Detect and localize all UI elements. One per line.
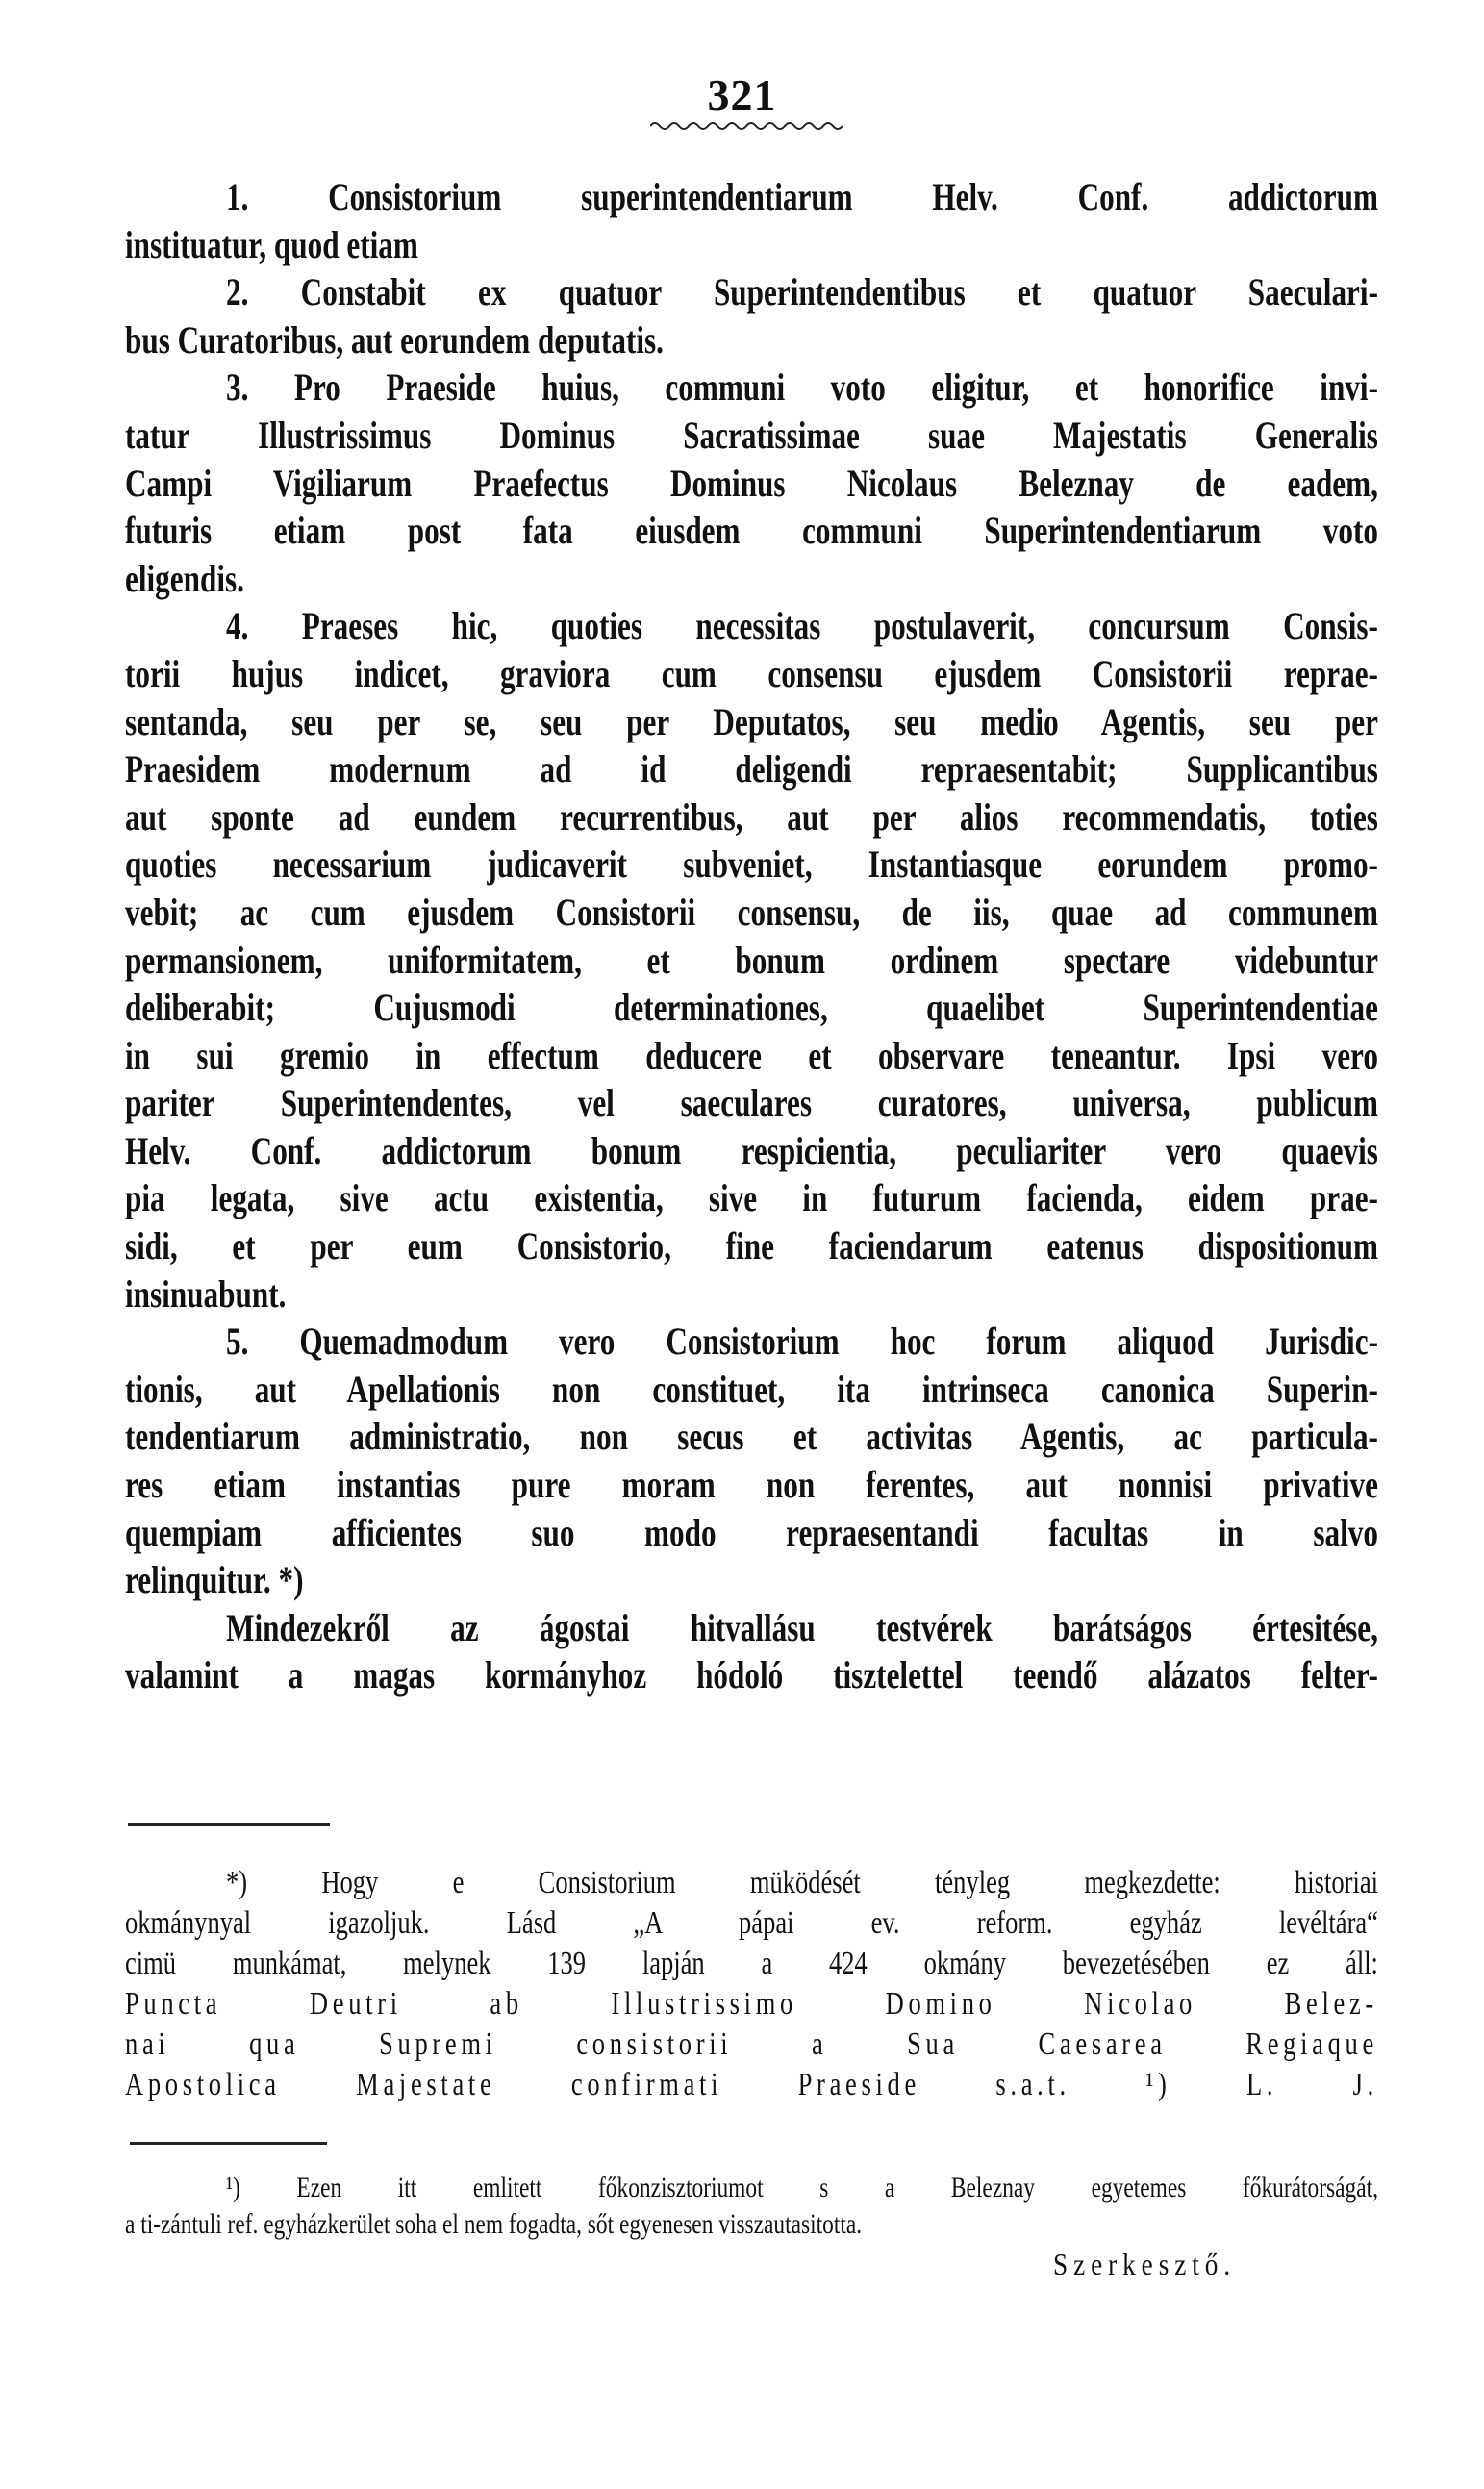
- text-line-content: aut sponte ad eundem recurrentibus, aut per alios recommendatis, toties: [125, 794, 1378, 839]
- text-line: [125, 984, 1378, 1032]
- text-line-content: Puncta Deutri ab Illustrissimo Domino Nicolao Belez-: [125, 1986, 1378, 2022]
- text-line: [125, 364, 1378, 412]
- text-line-content: pia legata, sive actu existentia, sive in futurum facienda, eidem prae-: [125, 1176, 1378, 1220]
- text-line: [125, 602, 1378, 650]
- page-number: 321: [707, 70, 777, 119]
- text-line-content: okmánynyal igazoljuk. Lásd „A pápai ev. reform. egyház levéltára“: [125, 1905, 1378, 1941]
- text-line-content: Mindezekről az ágostai hitvallásu testvérek barátságos értesitése,: [226, 1605, 1378, 1649]
- text-line: [125, 889, 1378, 937]
- text-line: [125, 1604, 1378, 1652]
- text-line: [125, 1270, 1378, 1319]
- text-line-content: permansionem, uniformitatem, et bonum ordinem spectare videbuntur: [125, 938, 1378, 982]
- text-line-content: valamint a magas kormányhoz hódoló tisztelettel teendő alázatos felter-: [125, 1653, 1378, 1697]
- text-line: [125, 1556, 1378, 1604]
- text-line-content: 3. Pro Praeside huius, communi voto eligitur, et honorifice invi-: [226, 365, 1378, 410]
- text-line-content: Apostolica Majestate confirmati Praeside s.a.t. ¹) L. J.: [125, 2067, 1378, 2102]
- text-line-content: 5. Quemadmodum vero Consistorium hoc forum aliquod Jurisdic-: [226, 1320, 1378, 1364]
- text-line: [125, 698, 1378, 746]
- text-line-content: tionis, aut Apellationis non constituet, ita intrinseca canonica Superin-: [125, 1367, 1378, 1411]
- text-line: [125, 1651, 1378, 1699]
- text-line-content: res etiam instantias pure moram non ferentes, aut nonnisi privative: [125, 1463, 1378, 1507]
- text-line-content: torii hujus indicet, graviora cum consensu ejusdem Consistorii reprae-: [125, 651, 1378, 695]
- text-line-content: Praesidem modernum ad id deligendi repraesentabit; Supplicantibus: [125, 747, 1378, 792]
- text-line: [125, 1461, 1378, 1509]
- text-line-content: instituatur, quod etiam: [125, 222, 418, 266]
- text-line-content: 1. Consistorium superintendentiarum Helv. Conf. addictorum: [226, 175, 1378, 218]
- subfootnote: [125, 2170, 1378, 2243]
- text-line: [125, 2024, 1378, 2065]
- text-line: [125, 1903, 1378, 1944]
- text-line-content: sentanda, seu per se, seu per Deputatos, seu medio Agentis, seu per: [125, 699, 1378, 743]
- text-line: [125, 507, 1378, 555]
- text-line-content: pariter Superintendentes, vel saeculares curatores, universa, publicum: [125, 1081, 1378, 1125]
- text-line-content: sidi, et per eum Consistorio, fine faciendarum eatenus dispositionum: [125, 1224, 1378, 1269]
- text-line-content: eligendis.: [125, 556, 244, 600]
- text-line: [125, 1984, 1378, 2024]
- text-line-content: 2. Constabit ex quatuor Superintendentibus et quatuor Saeculari-: [226, 270, 1378, 314]
- text-line-content: insinuabunt.: [125, 1271, 287, 1316]
- editor-signature: Szerkesztő.: [1053, 2247, 1237, 2281]
- text-line-content: vebit; ac cum ejusdem Consistorii consensu, de iis, quae ad communem: [125, 890, 1378, 934]
- footnote-rule: [128, 1823, 330, 1826]
- text-line-content: relinquitur. *): [125, 1558, 304, 1602]
- footnote: [125, 1863, 1378, 2105]
- text-line: [125, 268, 1378, 316]
- text-line-content: Helv. Conf. addictorum bonum respicientia, peculiariter vero quaevis: [125, 1128, 1378, 1172]
- text-line-content: in sui gremio in effectum deducere et observare teneantur. Ipsi vero: [125, 1033, 1378, 1077]
- text-line-content: quoties necessarium judicaverit subveniet, Instantiasque eorundem promo-: [125, 842, 1378, 887]
- text-line: [125, 793, 1378, 842]
- text-line-content: *) Hogy e Consistorium müködését tényleg megkezdette: historiai: [226, 1865, 1378, 1900]
- text-line: [125, 2065, 1378, 2105]
- text-line: [125, 1413, 1378, 1461]
- text-line: [125, 1509, 1378, 1557]
- wavy-ornament-divider: [650, 118, 847, 132]
- text-line-content: quempiam afficientes suo modo repraesentandi facultas in salvo: [125, 1510, 1378, 1554]
- text-line-content: ¹) Ezen itt emlitett főkonzisztoriumot s a Beleznay egyetemes főkurátorságát,: [226, 2172, 1378, 2203]
- text-line: [125, 1944, 1378, 1984]
- text-line: [125, 1863, 1378, 1903]
- text-line: [125, 841, 1378, 889]
- text-line: [125, 1366, 1378, 1414]
- text-line-content: cimü munkámat, melynek 139 lapján a 424 okmány bevezetésében ez áll:: [125, 1946, 1378, 1981]
- text-line-content: tatur Illustrissimus Dominus Sacratissimae suae Majestatis Generalis: [125, 413, 1378, 457]
- text-line: [125, 555, 1378, 603]
- text-line: [125, 221, 1378, 269]
- text-line: [125, 412, 1378, 460]
- text-line: [125, 2206, 1378, 2243]
- text-line-content: futuris etiam post fata eiusdem communi Superintendentiarum voto: [125, 509, 1378, 553]
- text-line: [125, 1318, 1378, 1366]
- text-line: [125, 316, 1378, 365]
- text-line-content: 4. Praeses hic, quoties necessitas postulaverit, concursum Consis-: [226, 604, 1378, 648]
- text-line: [125, 1174, 1378, 1222]
- text-line: [125, 745, 1378, 793]
- text-line-content: nai qua Supremi consistorii a Sua Caesarea Regiaque: [125, 2026, 1378, 2062]
- text-line-content: Campi Vigiliarum Praefectus Dominus Nicolaus Beleznay de eadem,: [125, 461, 1378, 505]
- text-line-content: bus Curatoribus, aut eorundem deputatis.: [125, 317, 664, 362]
- text-line: [125, 1222, 1378, 1270]
- text-line: [125, 1079, 1378, 1127]
- subfootnote-rule: [130, 2142, 327, 2145]
- text-line: [125, 1032, 1378, 1080]
- text-line: [125, 937, 1378, 985]
- text-line: [125, 460, 1378, 508]
- text-line-content: a ti-zántuli ref. egyházkerület soha el nem fogadta, sőt egyenesen visszautasitotta.: [125, 2208, 863, 2240]
- main-text: [125, 173, 1378, 1699]
- text-line-content: tendentiarum administratio, non secus et activitas Agentis, ac particula-: [125, 1415, 1378, 1459]
- text-line: [125, 650, 1378, 698]
- text-line: [125, 173, 1378, 221]
- text-line: [125, 1127, 1378, 1175]
- text-line: [125, 2170, 1378, 2206]
- text-line-content: deliberabit; Cujusmodi determinationes, quaelibet Superintendentiae: [125, 986, 1378, 1030]
